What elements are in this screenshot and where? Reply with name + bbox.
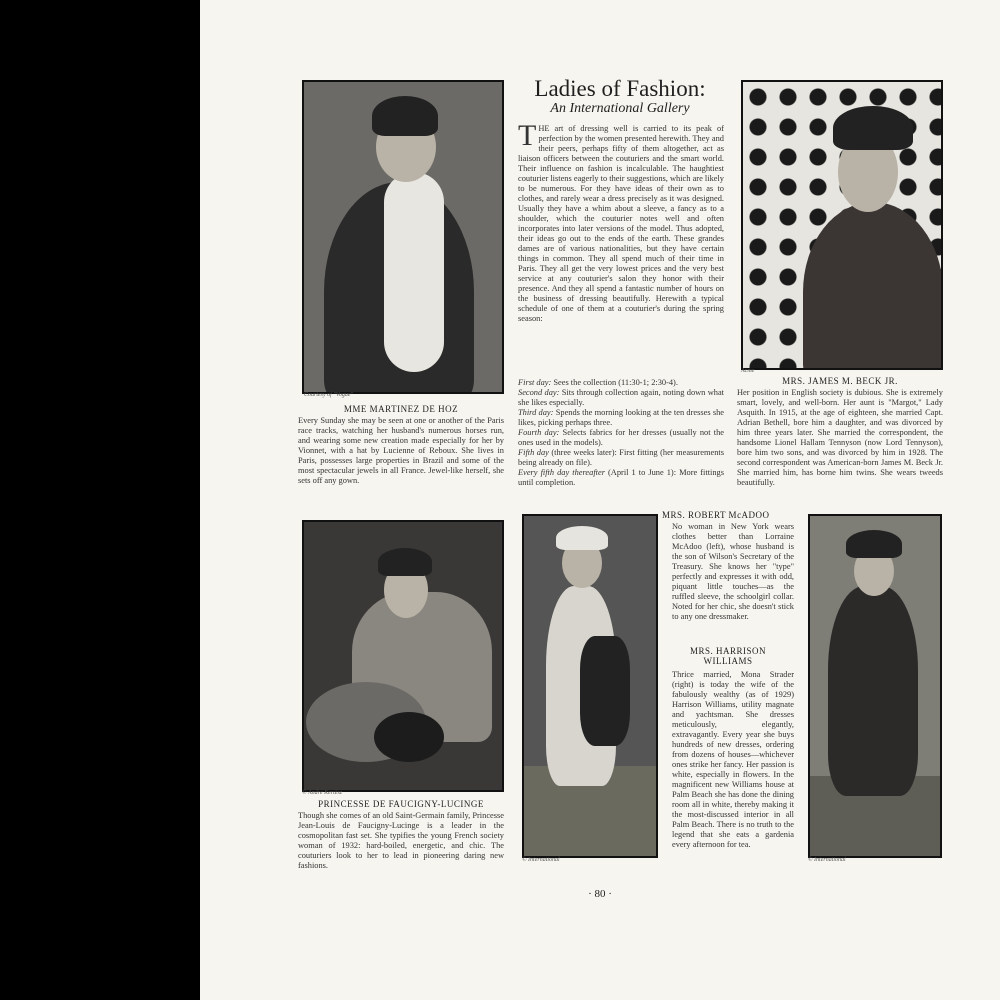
photo-williams (808, 514, 942, 858)
caption-body-beck: Her position in English society is dubious. She is extremely smart, lovely, and well-born. Her aunt is "Margot," Lady Asquith. In 1915, at the age of eighteen, she married Capt. Adrian Bethell, bore him a daughter, and was divorced by him three years later. She married the correspondent, the handsome Lionel Hallam Tennyson (now Lord Tennyson), bore him two sons, and was divorced by him in 1928. The second correspondent was American-born James M. Beck Jr. She married him, has borne him twins. She wears tweeds beautifully. (737, 388, 943, 487)
caption-name-hoz: MME MARTINEZ DE HOZ (343, 404, 459, 414)
caption-name-faucigny: PRINCESSE DE FAUCIGNY-LUCINGE (318, 799, 484, 809)
schedule-item: Second day: Sits through collection again, noting down what she likes especially. (518, 388, 724, 407)
photo-credit-faucigny: © André Kertész (302, 790, 343, 796)
photo-credit-beck: Acme (741, 368, 755, 374)
caption-name-beck: MRS. JAMES M. BECK JR. (782, 376, 898, 386)
photo-credit-williams: © International (808, 857, 846, 863)
caption-body-mcadoo: No woman in New York wears clothes better than Lorraine McAdoo (left), whose husband is the son of Wilson's Secretary of the Treasury. She knows her "type" perfectly and expresses it with odd, piquant little touches—as the ruffled sleeve, the schoolgirl collar. Noted for her chic, she doesn't stick to any one dressmaker. (672, 522, 794, 621)
magazine-page (200, 0, 1000, 1000)
schedule-item: First day: Sees the collection (11:30-1; 2:30-4). (518, 378, 678, 387)
photo-mcadoo (522, 514, 658, 858)
drop-cap: T (518, 119, 537, 152)
photo-credit-hoz: Courtesy of "Vogue" (304, 392, 354, 398)
caption-name-williams: MRS. HARRISON WILLIAMS (689, 646, 767, 666)
caption-body-hoz: Every Sunday she may be seen at one or another of the Paris race tracks, watching her husband's numerous horses run, and wearing some new creation made especially for her by Vionnet, with a hat by Lucienne of Reboux. She lives in Paris, possesses large properties in Brazil and some of the most spectacular jewels in all France. Jewel-like herself, she sets off any gown. (298, 416, 504, 485)
intro-text: HE art of dressing well is carried to its peak of perfection by the women presented herewith. They and their peers, perhaps fifty of them altogether, act as liaison officers between the couturiers and the smart world. Their influence on fashion is incalculable. The haughtiest couturier listens eagerly to their suggestions, which are likely to be numerous. For they have ideas of their own as to clothes, and rarely wear a dress precisely as it was designed. Usually they have a whim about a sleeve, a fancy as to a shoulder, which the couturier notes well and often incorporates into later versions of the model. Thus adopted, their ideas go out to the ends of the earth. These grandes dames are of various nationalities, but they have certain things in common. They all spend much of their time in Paris. They all get the very lowest prices and the very best service at any couturier's salon they honor with their presence. And they all spend a fantastic number of hours on the business of dressing beautifully. Herewith a typical schedule of one of them at a couturier's during the spring season: (518, 124, 724, 323)
photo-martinez-de-hoz (302, 80, 504, 394)
photo-credit-mcadoo: © International (522, 857, 560, 863)
article-subtitle: An International Gallery (550, 101, 690, 116)
dark-background (0, 0, 200, 1000)
page-number: · 80 · (588, 888, 612, 900)
schedule-item: Fourth day: Selects fabrics for her dresses (usually not the ones used in the models). (518, 428, 724, 447)
article-intro (518, 119, 724, 374)
photo-beck (741, 80, 943, 370)
caption-body-faucigny: Though she comes of an old Saint-Germain family, Princesse Jean-Louis de Faucigny-Lucinge is a leader in the cosmopolitan fast set. She typifies the young French society woman of 1932: hard-boiled, energetic, and chic. The couturiers look to her to lead in pioneering daring new fashions. (298, 811, 504, 870)
caption-name-mcadoo: MRS. ROBERT McADOO (662, 510, 770, 520)
article-title: Ladies of Fashion: (534, 76, 706, 101)
caption-body-williams: Thrice married, Mona Strader (right) is today the wife of the fabulously wealthy (as of 1929) Harrison Williams, utility magnate and yachtsman. She dresses meticulously, elegantly, extravagantly. Every year she buys hundreds of new dresses, ordering from dozens of houses—whichever ones strike her fancy. Her passion is white, especially in flowers. In the magnificent new Williams house at Palm Beach she has done the dining room all in white, thereby making it the most-discussed interior in all Palm Beach. There is no truth to the legend that she eats a gardenia every afternoon for tea. (672, 670, 794, 849)
schedule-item: Third day: Spends the morning looking at the ten dresses she likes, picking perhaps three. (518, 408, 725, 427)
schedule-item: Every fifth day thereafter (April 1 to June 1): More fittings until completion. (518, 468, 724, 487)
schedule-item: Fifth day (three weeks later): First fitting (her measurements being already on file). (518, 448, 724, 467)
photo-faucigny-lucinge (302, 520, 504, 792)
schedule-list (518, 378, 724, 488)
